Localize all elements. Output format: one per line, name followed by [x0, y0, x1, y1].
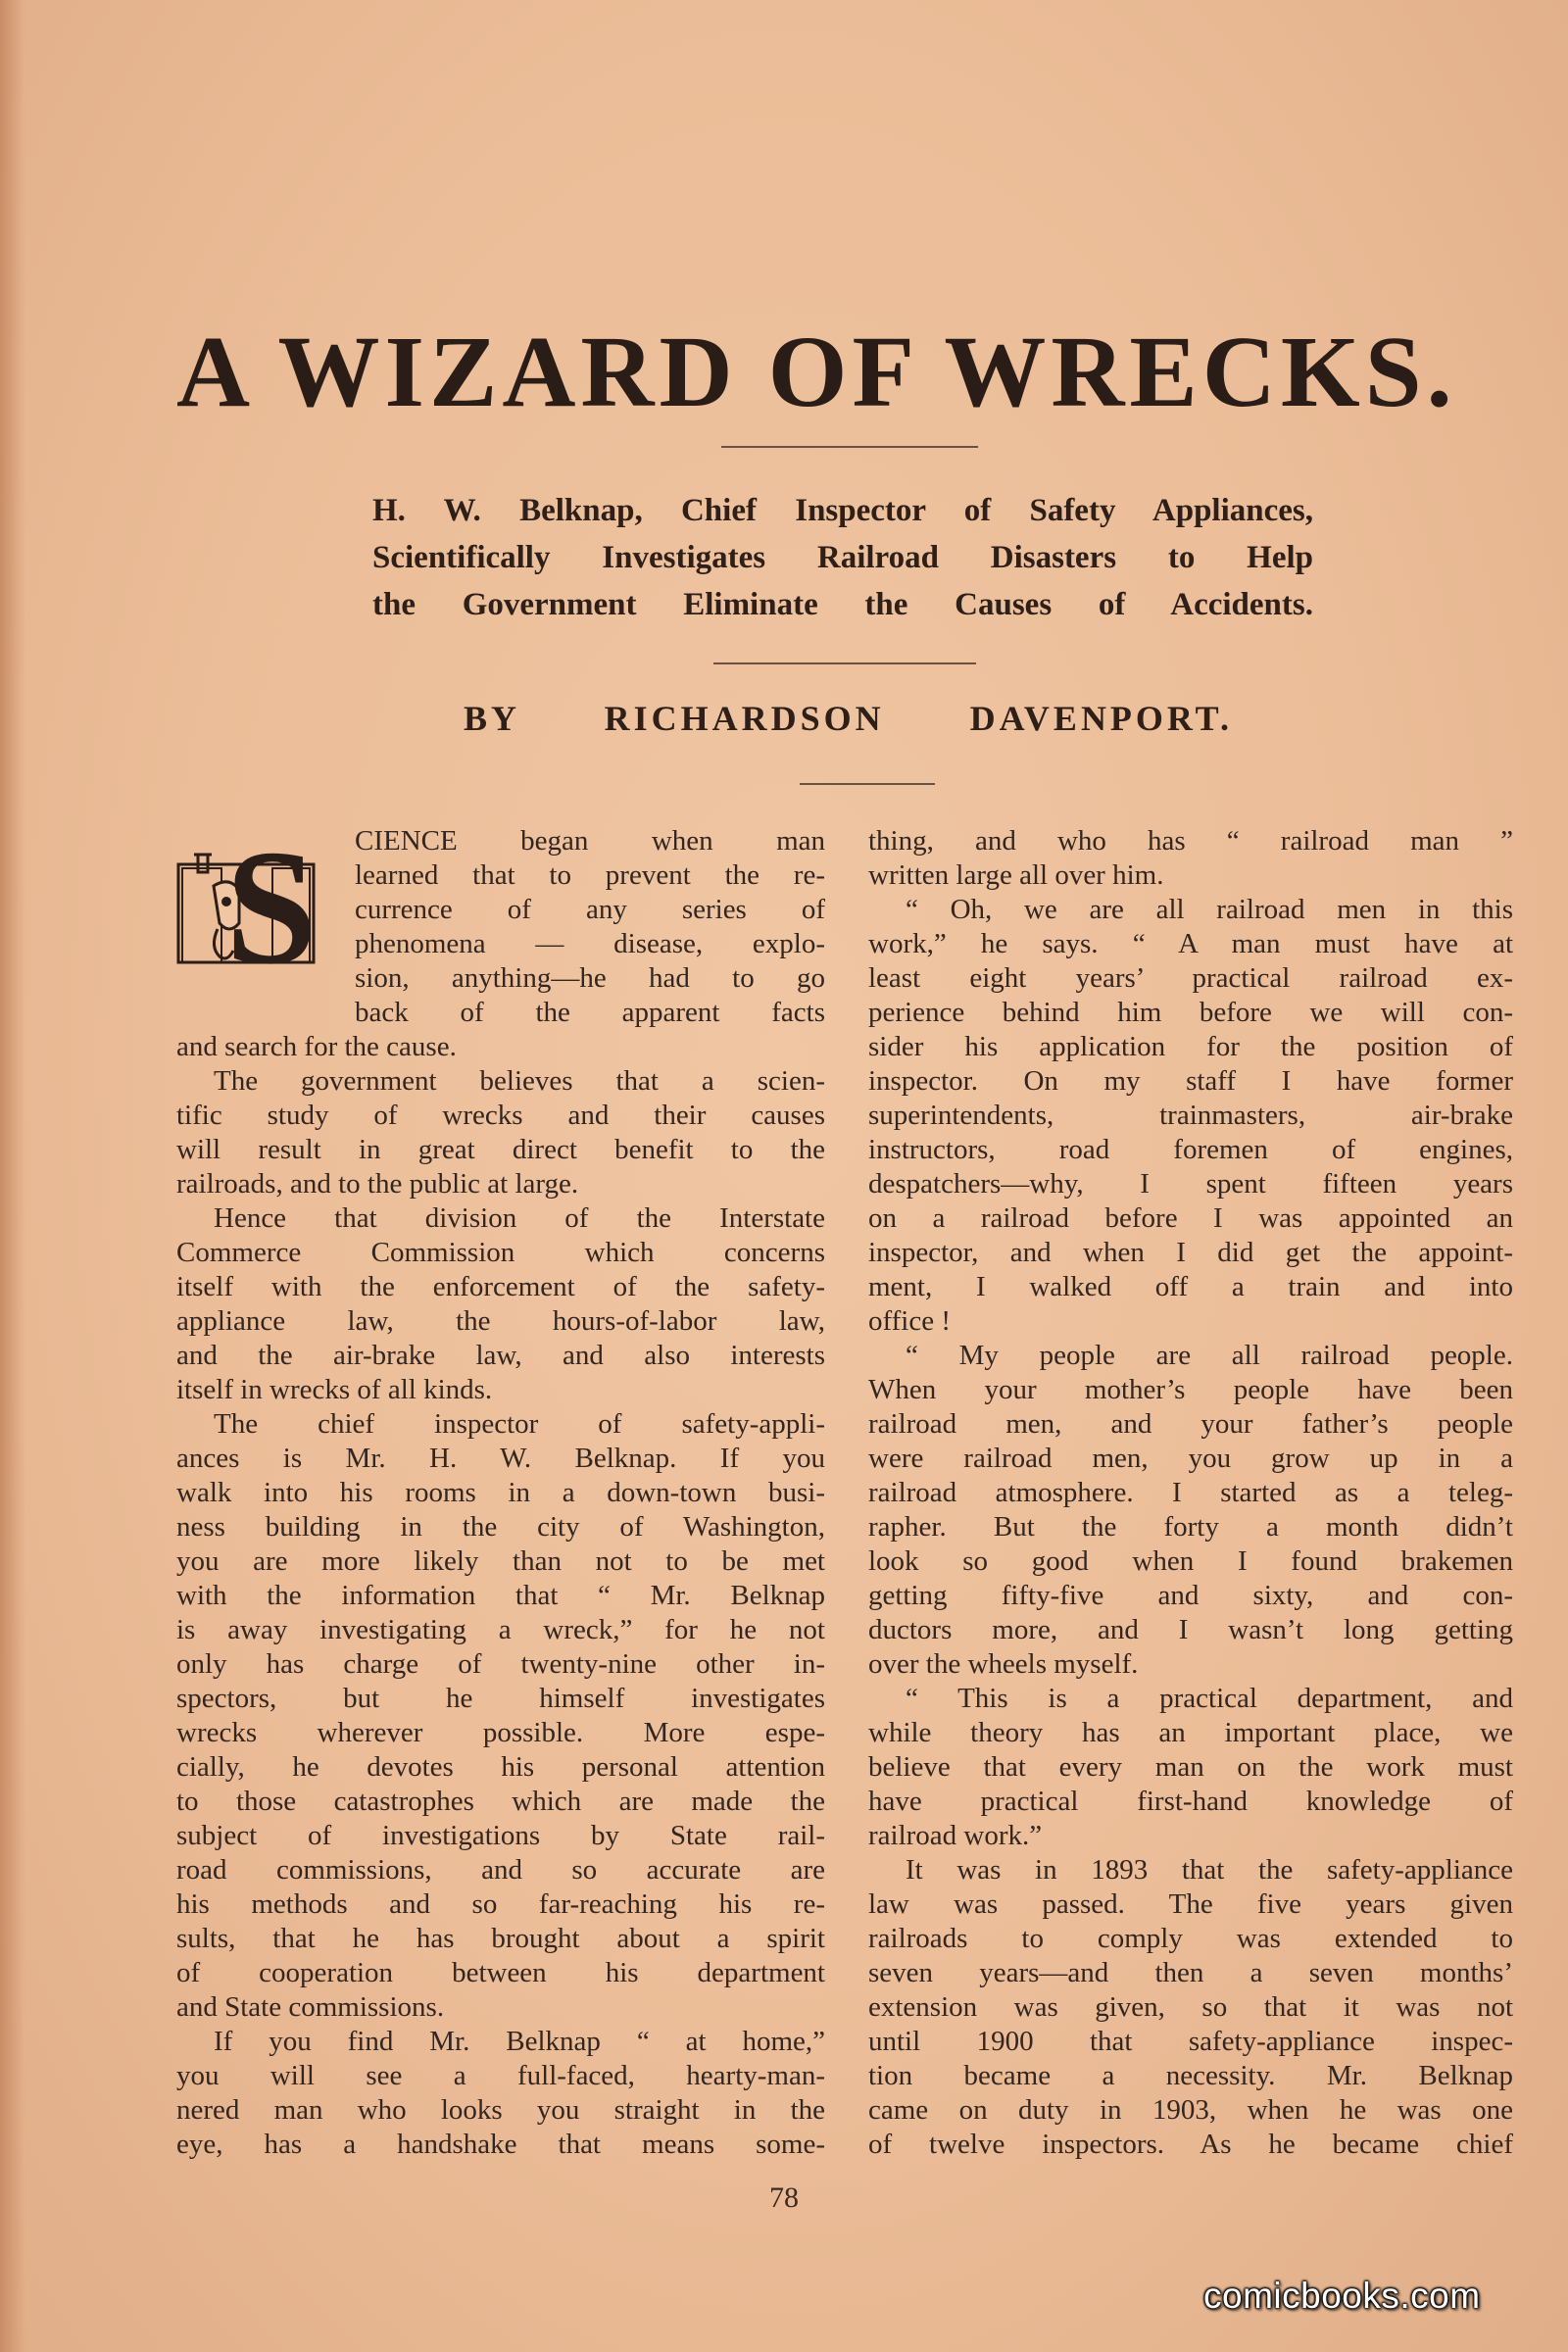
text-line: Commerce Commission which concerns [176, 1237, 825, 1268]
text-line: you are more likely than not to be met [176, 1545, 825, 1577]
text-line: sion, anything—he had to go [355, 962, 825, 994]
text-line: getting fifty-five and sixty, and con- [868, 1580, 1513, 1611]
text-line: railroads to comply was extended to [868, 1923, 1513, 1954]
text-line: spectors, but he himself investigates [176, 1683, 825, 1714]
text-line: walk into his rooms in a down-town busi- [176, 1477, 825, 1508]
text-line: railroads, and to the public at large. [176, 1168, 579, 1200]
text-line: subject of investigations by State rail- [176, 1820, 825, 1851]
text-line: perience behind him before we will con- [868, 997, 1513, 1028]
text-line: superintendents, trainmasters, air-brake [868, 1100, 1513, 1131]
divider-rule-bottom [800, 783, 935, 785]
text-line: railroad atmosphere. I started as a teleg- [868, 1477, 1513, 1508]
text-column-right [868, 824, 1513, 2162]
text-line: cially, he devotes his personal attention [176, 1751, 825, 1783]
text-line: If you find Mr. Belknap “ at home,” [214, 2026, 825, 2057]
text-line: instructors, road foremen of engines, [868, 1134, 1513, 1165]
text-line: phenomena — disease, explo- [355, 928, 825, 959]
page-edge-shadow [0, 0, 25, 2352]
text-line: over the wheels myself. [868, 1648, 1139, 1680]
page-number: 78 [769, 2181, 799, 2214]
text-line: itself with the enforcement of the safety- [176, 1271, 825, 1302]
text-line: inspector, and when I did get the appoint- [868, 1237, 1513, 1268]
text-line: while theory has an important place, we [868, 1717, 1513, 1748]
text-line: It was in 1893 that the safety-appliance [906, 1854, 1513, 1886]
text-line: eye, has a handshake that means some- [176, 2129, 825, 2160]
text-line: thing, and who has “ railroad man ” [868, 825, 1513, 857]
text-line: CIENCE began when man [355, 825, 825, 857]
text-line: were railroad men, you grow up in a [868, 1443, 1513, 1474]
text-line: of twelve inspectors. As he became chief [868, 2129, 1513, 2160]
text-line: currence of any series of [355, 894, 825, 925]
text-line: ductors more, and I wasn’t long getting [868, 1614, 1513, 1645]
text-line: on a railroad before I was appointed an [868, 1202, 1513, 1234]
text-line: until 1900 that safety-appliance inspec- [868, 2026, 1513, 2057]
text-line: work,” he says. “ A man must have at [868, 928, 1513, 959]
text-line: you will see a full-faced, hearty-man- [176, 2060, 825, 2091]
text-line: believe that every man on the work must [868, 1751, 1513, 1783]
site-watermark: comicbooks.com [1203, 2276, 1481, 2316]
text-line: came on duty in 1903, when he was one [868, 2094, 1513, 2126]
text-line: only has charge of twenty-nine other in- [176, 1648, 825, 1680]
text-line: have practical first-hand knowledge of [868, 1786, 1513, 1817]
text-line: extension was given, so that it was not [868, 1991, 1513, 2023]
article-subtitle [372, 487, 1313, 628]
text-line: least eight years’ practical railroad ex- [868, 962, 1513, 994]
article-byline: BY RICHARDSON DAVENPORT. [464, 699, 1233, 738]
text-line: ment, I walked off a train and into [868, 1271, 1513, 1302]
text-line: of cooperation between his department [176, 1957, 825, 1988]
text-line: despatchers—why, I spent fifteen years [868, 1168, 1513, 1200]
divider-rule-top [721, 446, 978, 448]
text-line: When your mother’s people have been [868, 1374, 1513, 1405]
text-line: look so good when I found brakemen [868, 1545, 1513, 1577]
text-line: seven years—and then a seven months’ [868, 1957, 1513, 1988]
text-line: is away investigating a wreck,” for he not [176, 1614, 825, 1645]
text-line: nered man who looks you straight in the [176, 2094, 825, 2126]
text-line: inspector. On my staff I have former [868, 1065, 1513, 1097]
text-line: The chief inspector of safety-appli- [214, 1408, 825, 1440]
text-line: will result in great direct benefit to the [176, 1134, 825, 1165]
text-line: learned that to prevent the re- [355, 859, 825, 891]
text-line: rapher. But the forty a month didn’t [868, 1511, 1513, 1543]
text-line: “ My people are all railroad people. [906, 1340, 1513, 1371]
text-line: The government believes that a scien- [214, 1065, 825, 1097]
subtitle-line: Scientifically Investigates Railroad Disasters to Help [372, 540, 1313, 575]
text-line: written large all over him. [868, 859, 1164, 891]
subtitle-line: H. W. Belknap, Chief Inspector of Safety Appliances, [372, 493, 1313, 528]
text-line: tific study of wrecks and their causes [176, 1100, 825, 1131]
text-line: appliance law, the hours-of-labor law, [176, 1305, 825, 1337]
text-line: tion became a necessity. Mr. Belknap [868, 2060, 1513, 2091]
text-line: itself in wrecks of all kinds. [176, 1374, 493, 1405]
text-line: back of the apparent facts [355, 997, 825, 1028]
text-line: wrecks wherever possible. More espe- [176, 1717, 825, 1748]
text-line: “ This is a practical department, and [906, 1683, 1513, 1714]
text-line: and the air-brake law, and also interests [176, 1340, 825, 1371]
text-line: with the information that “ Mr. Belknap [176, 1580, 825, 1611]
text-line: “ Oh, we are all railroad men in this [906, 894, 1513, 925]
divider-rule-middle [713, 662, 976, 664]
subtitle-line: the Government Eliminate the Causes of Accidents. [372, 587, 1313, 622]
text-line: ness building in the city of Washington, [176, 1511, 825, 1543]
text-line: and search for the cause. [176, 1031, 457, 1062]
text-line: railroad men, and your father’s people [868, 1408, 1513, 1440]
text-line: road commissions, and so accurate are [176, 1854, 825, 1886]
text-line: ances is Mr. H. W. Belknap. If you [176, 1443, 825, 1474]
text-line: to those catastrophes which are made the [176, 1786, 825, 1817]
text-column-left [176, 824, 825, 2162]
text-line: and State commissions. [176, 1991, 445, 2023]
article-title: A WIZARD OF WRECKS. [176, 316, 1457, 428]
drop-cap-letter: S [225, 825, 318, 999]
text-line: sults, that he has brought about a spirit [176, 1923, 825, 1954]
text-line: railroad work.” [868, 1820, 1043, 1851]
text-line: Hence that division of the Interstate [214, 1202, 825, 1234]
text-line: sider his application for the position of [868, 1031, 1513, 1062]
text-line: law was passed. The five years given [868, 1888, 1513, 1920]
text-line: his methods and so far-reaching his re- [176, 1888, 825, 1920]
text-line: office ! [868, 1305, 951, 1337]
